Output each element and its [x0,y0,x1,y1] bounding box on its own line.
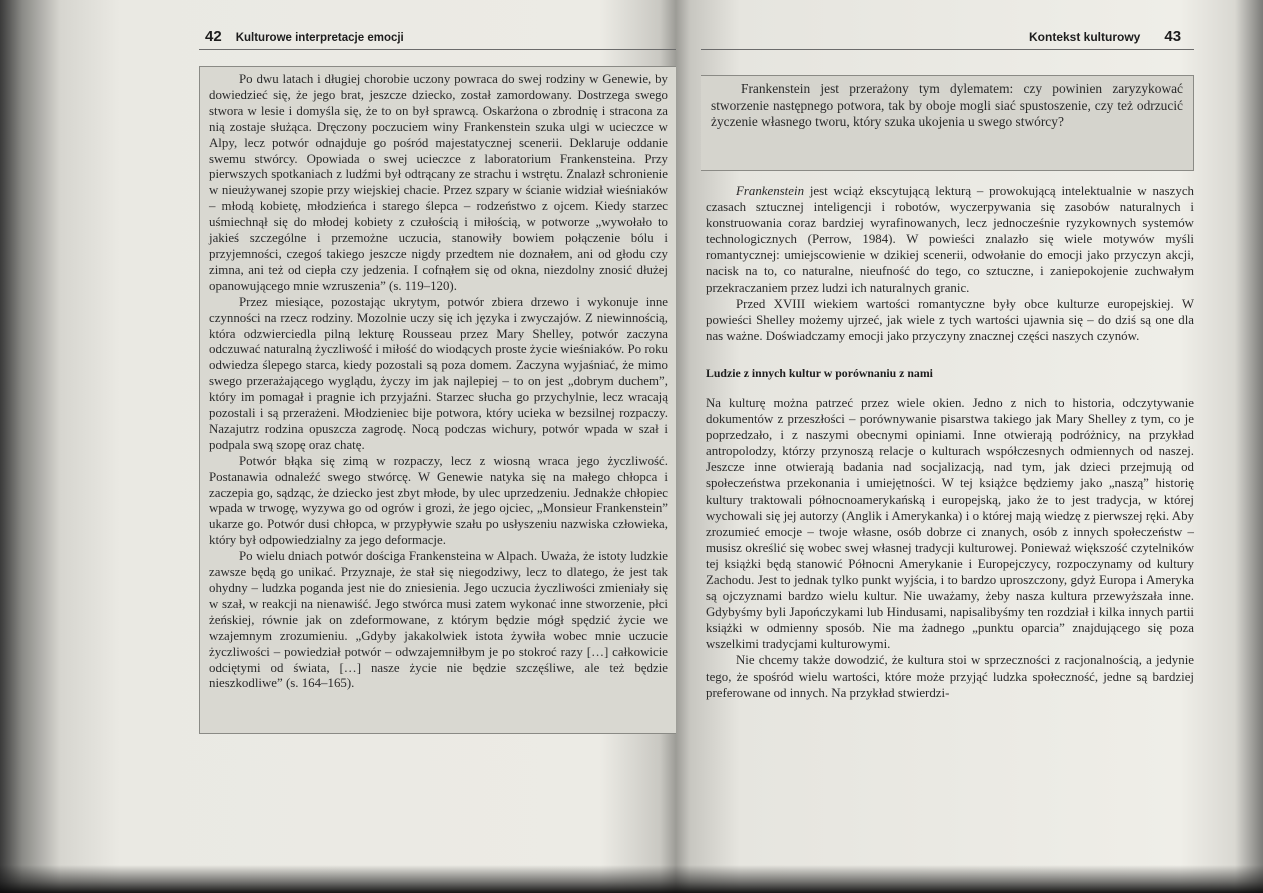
right-running-title: Kontekst kulturowy [1029,30,1141,44]
right-page [676,0,1263,893]
left-box-paragraph-3: Potwór błąka się zimą w rozpaczy, lecz z wiosną wraca jego życzliwość. Postanawia odnaleźć swego stwórcę. W Genewie natyka się na małego chłopca i zaczepia go, sądząc, że dziecko jest zbyt młode, by ulec uprzedzeniu. Jednakże chłopiec wpada w trwogę, wyzywa go od ogrów i grozi, że jego ojciec, „Monsieur Frankenstein” ukarze go. Potwór dusi chłopca, w przypływie szału po usłyszeniu nazwiska człowieka, który był odpowiedzialny za jego deformacje. [209,453,668,548]
right-bottom-shadow [676,865,1263,893]
right-page-number: 43 [1164,28,1182,45]
right-paragraph-2: Przed XVIII wiekiem wartości romantyczne były obce kulturze europejskiej. W powieści Shelley możemy ujrzeć, jak wiele z tych wartości ujawnia się – do dziś są one dla nas ważne. Doświadczamy emocji jako przyczyny znacznej części naszych czynów. [706,296,1194,343]
left-box-paragraph-4: Po wielu dniach potwór dościga Frankensteina w Alpach. Uważa, że istoty ludzkie zawsze będą go unikać. Przyznaje, że stał się niegodziwy, lecz to dlatego, że jest tak ohydny – ludzka poganda jest nie do zniesienia. Jego uczucia życzliwości zmieniały się w szał, w reakcji na nienawiść. Jego stwórca musi zatem wykonać inne stworzenie, płci żeńskiej, równie jak on zdeformowane, z którym będzie mógł spędzić życie we wzajemnym zrozumieniu. „Gdyby jakakolwiek istota żywiła wobec mnie uczucie życzliwości – powiedział potwór – odwzajemniłbym je po stokroć razy […] całkowicie odciętymi od świata, […] nasze życie nie będzie szczęśliwe, ale też będzie nieszkodliwe” (s. 164–165). [209,549,668,691]
right-header-rule [701,49,1194,50]
right-box-paragraph: Frankenstein jest przerażony tym dylematem: czy powinien zaryzykować stworzenie następnego potwora, tak by oboje mogli siać spustoszenie, czy też odrzucić życzenie własnego tworu, który szuka ukojenia u swego stwórcy? [711,81,1183,130]
left-running-title: Kulturowe interpretacje emocji [235,32,404,44]
section-heading: Ludzie z innych kultur w porównaniu z nami [706,365,933,380]
right-paragraph-1-text: jest wciąż ekscytującą lekturą – prowokującą intelektualnie w naszych czasach sztucznej inteligencji i robotów, wyczerpywania się zasobów naturalnych i konstruowania coraz bardziej wyrafinowanych, lecz jednocześnie ryzykownych systemów technologicznych (Perrow, 1984). W powieści znalazło się wiele motywów myśli romantycznej: umiejscowienie w dzikiej scenerii, odwołanie do emocji jako przyczyn akcji, nacisk na to, co naturalne, nieufność do tego, co sztuczne, i zaniepokojenie zuchwałym przekraczaniem przez ludzi ich naturalnych granic. [706,184,1194,295]
right-paragraph-4: Nie chcemy także dowodzić, że kultura stoi w sprzeczności z racjonalnością, a jedynie tego, że spośród wielu wartości, które może przyjąć ludzka społeczność, jedne są bardziej preferowane od innych. Na przykład stwierdzi- [706,653,1194,700]
left-running-head [205,28,404,46]
left-header-rule [199,49,676,50]
right-paragraph-1 [706,183,1194,296]
left-bottom-shadow [0,865,676,893]
book-title-frankenstein: Frankenstein [736,184,805,198]
left-summary-box [199,66,676,734]
right-running-head [1029,28,1181,46]
left-page-number: 42 [205,28,222,45]
left-box-paragraph-1: Po dwu latach i długiej chorobie uczony powraca do swej rodziny w Genewie, by dowiedzieć się, że jego brat, jeszcze dziecko, został zamordowany. Dostrzega swego stwora w lesie i domyśla się, że to on był sprawcą. Oskarżona o zbrodnię i stracona za nią zostaje służąca. Dręczony poczuciem winy Frankenstein szuka ulgi w ucieczce w Alpy, lecz potwór odnajduje go pośród majestatycznej scenerii. Deklaruje oddanie swemu stwórcy. Opowiada o swej ucieczce z laboratorium Frankensteina. Przy pierwszych spotkaniach z ludźmi był odtrącany ze strachu i wstrętu. Znalazł schronienie w nieużywanej szopie przy wiejskiej chacie. Przez szpary w ścianie widział wieśniaków – młodą kobietę, młodzieńca i starego ślepca – rodzeństwo z ojcem. Kiedy starzec uśmiechnął się do młodej kobiety z czułością i miłością, w potworze „wywołało to jakieś szczególne i przemożne uczucia, stanowiły bowiem połączenie bólu i przyjemności, czegoś takiego jeszcze nigdy przedtem nie doznałem, ani od głodu czy zimna, ani też od ciepła czy jedzenia. I cofnąłem się od okna, niezdolny znosić dłużej opanowującego mnie wzruszenia” (s. 119–120). [209,72,668,293]
left-box-paragraph-2: Przez miesiące, pozostając ukrytym, potwór zbiera drzewo i wykonuje inne czynności na rzecz rodziny. Mozolnie uczy się ich języka i zwyczajów. Z niewinnością, która odzwierciedla pilną lekturę Rousseau przez Mary Shelley, potwór zaczyna odczuwać naturalną życzliwość i miłość do wiodących proste życie wieśniaków. Po roku odwiedza ślepego starca, kiedy pozostali są poza domem. Zaczyna wyjaśniać, że mimo swego przerażającego wyglądu, życzy im jak najlepiej – to on jest „dobrym duchem”, który im pomagał i pragnie ich przyjaźni. Starzec słucha go przychylnie, lecz wracają pozostali i są przerażeni. Młodzieniec bije potwora, który ucieka w bezsilnej rozpaczy. Nazajutrz rodzina opuszcza zagrodę. Nocą podczas wichury, potwór wpada w szał i podpala swą szopę oraz chatę. [209,294,668,452]
right-summary-box [701,75,1194,171]
right-body-text [706,183,1194,701]
right-paragraph-3: Na kulturę można patrzeć przez wiele okien. Jedno z nich to historia, odczytywanie dokumentów z przeszłości – porównywanie pisarstwa takiego jak Mary Shelley z tym, co je poprzedzało, i z naszymi obecnymi opiniami. Inne otwierają podróżnicy, na przykład antropolodzy, którzy przynoszą relacje o kulturach współczesnych odmiennych od naszej. Jeszcze inne otwierają badania nad socjalizacją, nad tym, jak dzieci przejmują od społeczeństwa przekonania i umiejętności. W tej książce będziemy jako „naszą” historię kultury traktowali północnoamerykańską i europejską, jako że to jest tradycja, w której wychowali się jej autorzy (Anglik i Amerykanka) i o której mają wiedzę z pierwszej ręki. Aby zrozumieć emocje – twoje własne, osób dobrze ci znanych, osób z innych społeczeństw – musisz określić się wobec swej własnej tradycji kulturowej. Ponieważ większość czytelników tej książki będą stanowić Północni Amerykanie i Europejczycy, rozpoczynamy od kultury Zachodu. Jest to jednak tylko punkt wyjścia, i to bardzo uproszczony, gdyż Europa i Ameryka są ojczyznami bardzo wielu kultur. Nie uważamy, żeby nasza kultura przewyższała inne. Gdybyśmy byli Japończykami lub Hindusami, napisalibyśmy ten rozdział i kilka innych partii książki w odmienny sposób. Nie ma żadnego „punktu oparcia” znajdującego się poza wszelkimi tradycjami kulturowymi. [706,395,1194,652]
